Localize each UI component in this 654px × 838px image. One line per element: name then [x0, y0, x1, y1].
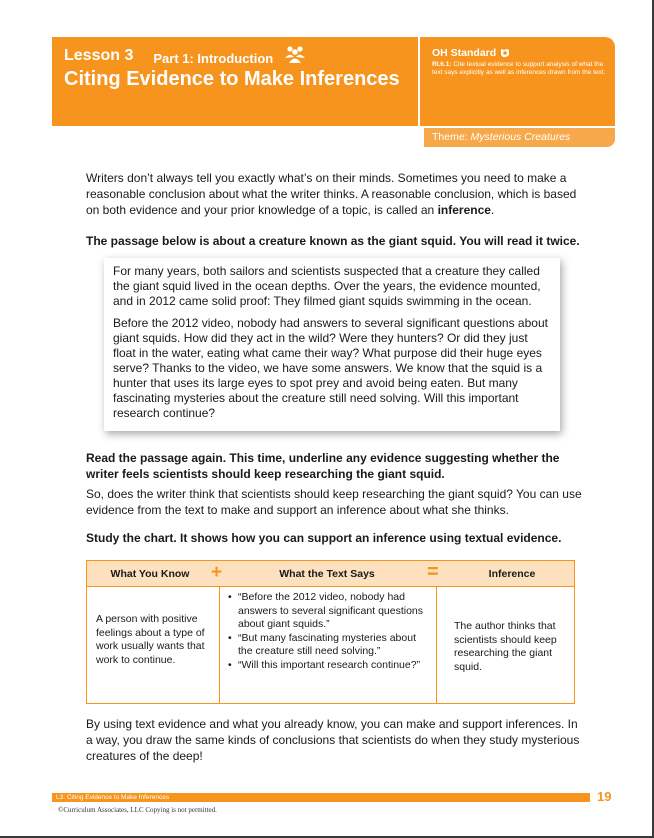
passage-instruction: The passage below is about a creature known as the giant squid. You will read it twice. [86, 234, 580, 248]
inference-term: inference [437, 203, 491, 217]
lesson-part-label: Part 1: Introduction [153, 51, 274, 66]
theme-bar [424, 128, 615, 147]
theme-name: Mysterious Creatures [470, 131, 571, 143]
passage-paragraph-2: Before the 2012 video, nobody had answers to several significant questions about giant squids. How did they act in the wild? Were they hunters? Or did they just float in the water, eating what came their way? What purpose did their huge eyes serve? Thanks to the video, we have some answers. We know that the squid is a hunter that uses its large eyes to spot prey and avoid being eaten. But many fascinating mysteries about the creature still need solving. Will this important research continue? [113, 316, 548, 420]
header-inference: Inference [488, 568, 536, 580]
lesson-header-title-block [64, 45, 400, 91]
cell-inference: The author thinks that scientists should keep researching the giant squid. [454, 620, 557, 673]
copyright-notice: ©Curriculum Associates, LLC Copying is not permitted. [58, 806, 217, 814]
standard-label: OH Standard [432, 47, 497, 59]
standard-text: Cite textual evidence to support analysis of what the text says explicitly as well as inferences drawn from the text. [432, 61, 606, 76]
group-people-icon [283, 45, 307, 63]
question-paragraph: So, does the writer think that scientists should keep researching the giant squid? You can use evidence from the text to make and support an inference about what she thinks. [86, 487, 582, 517]
equals-sign: = [427, 561, 439, 583]
standard-box [432, 47, 612, 77]
lesson-number: Lesson 3 [64, 46, 134, 64]
footer-bar [52, 793, 590, 802]
passage-box [104, 258, 560, 431]
lesson-part [153, 45, 307, 66]
reread-instruction: Read the passage again. This time, underline any evidence suggesting whether the writer feels scientists should keep researching the giant squid. [86, 451, 560, 481]
evidence-quote: • “Will this important research continue?” [226, 659, 431, 673]
lesson-header [52, 37, 615, 126]
ohio-state-icon [500, 48, 510, 58]
cell-text-says-list [226, 591, 431, 672]
chart-instruction: Study the chart. It shows how you can support an inference using textual evidence. [86, 531, 562, 545]
conclusion-paragraph: By using text evidence and what you already know, you can make and support inferences. In a way, you draw the same kinds of conclusions that scientists do when they study mysterious creatures of the deep! [86, 717, 580, 763]
intro-text: Writers don’t always tell you exactly what’s on their minds. Sometimes you need to make a reasonable conclusion about what the writer thinks. A reasonable conclusion, which is based on both evidence and your prior knowledge of a topic, is called an [86, 171, 577, 217]
header-what-text-says: What the Text Says [279, 568, 375, 580]
inference-chart [86, 560, 575, 704]
plus-sign: + [211, 562, 223, 583]
page-number: 19 [597, 789, 612, 804]
theme-label: Theme: [432, 131, 468, 143]
evidence-quote: • “But many fascinating mysteries about the creature still need solving.” [226, 632, 431, 659]
standard-description [432, 61, 612, 77]
header-divider [418, 37, 420, 126]
cell-what-you-know: A person with positive feelings about a type of work usually wants that work to continue. [96, 613, 205, 666]
header-what-you-know: What You Know [110, 568, 190, 580]
evidence-quote: • “Before the 2012 video, nobody had answers to several significant questions about giant squids.” [226, 591, 431, 632]
footer-lesson-label: L3: Citing Evidence to Make Inferences [56, 794, 170, 801]
passage-paragraph-1: For many years, both sailors and scientists suspected that a creature they called the giant squid lived in the ocean depths. Over the years, the evidence mounted, and in 2012 came solid proof: They filmed giant squids swimming in the ocean. [113, 264, 541, 308]
lesson-title: Citing Evidence to Make Inferences [64, 68, 400, 90]
chart-header-row [87, 561, 574, 587]
intro-end: . [490, 203, 495, 217]
chart-column-divider [219, 587, 220, 703]
chart-column-divider [436, 587, 437, 703]
standard-code: RI.6.1: [432, 61, 452, 68]
intro-paragraph [86, 170, 586, 218]
